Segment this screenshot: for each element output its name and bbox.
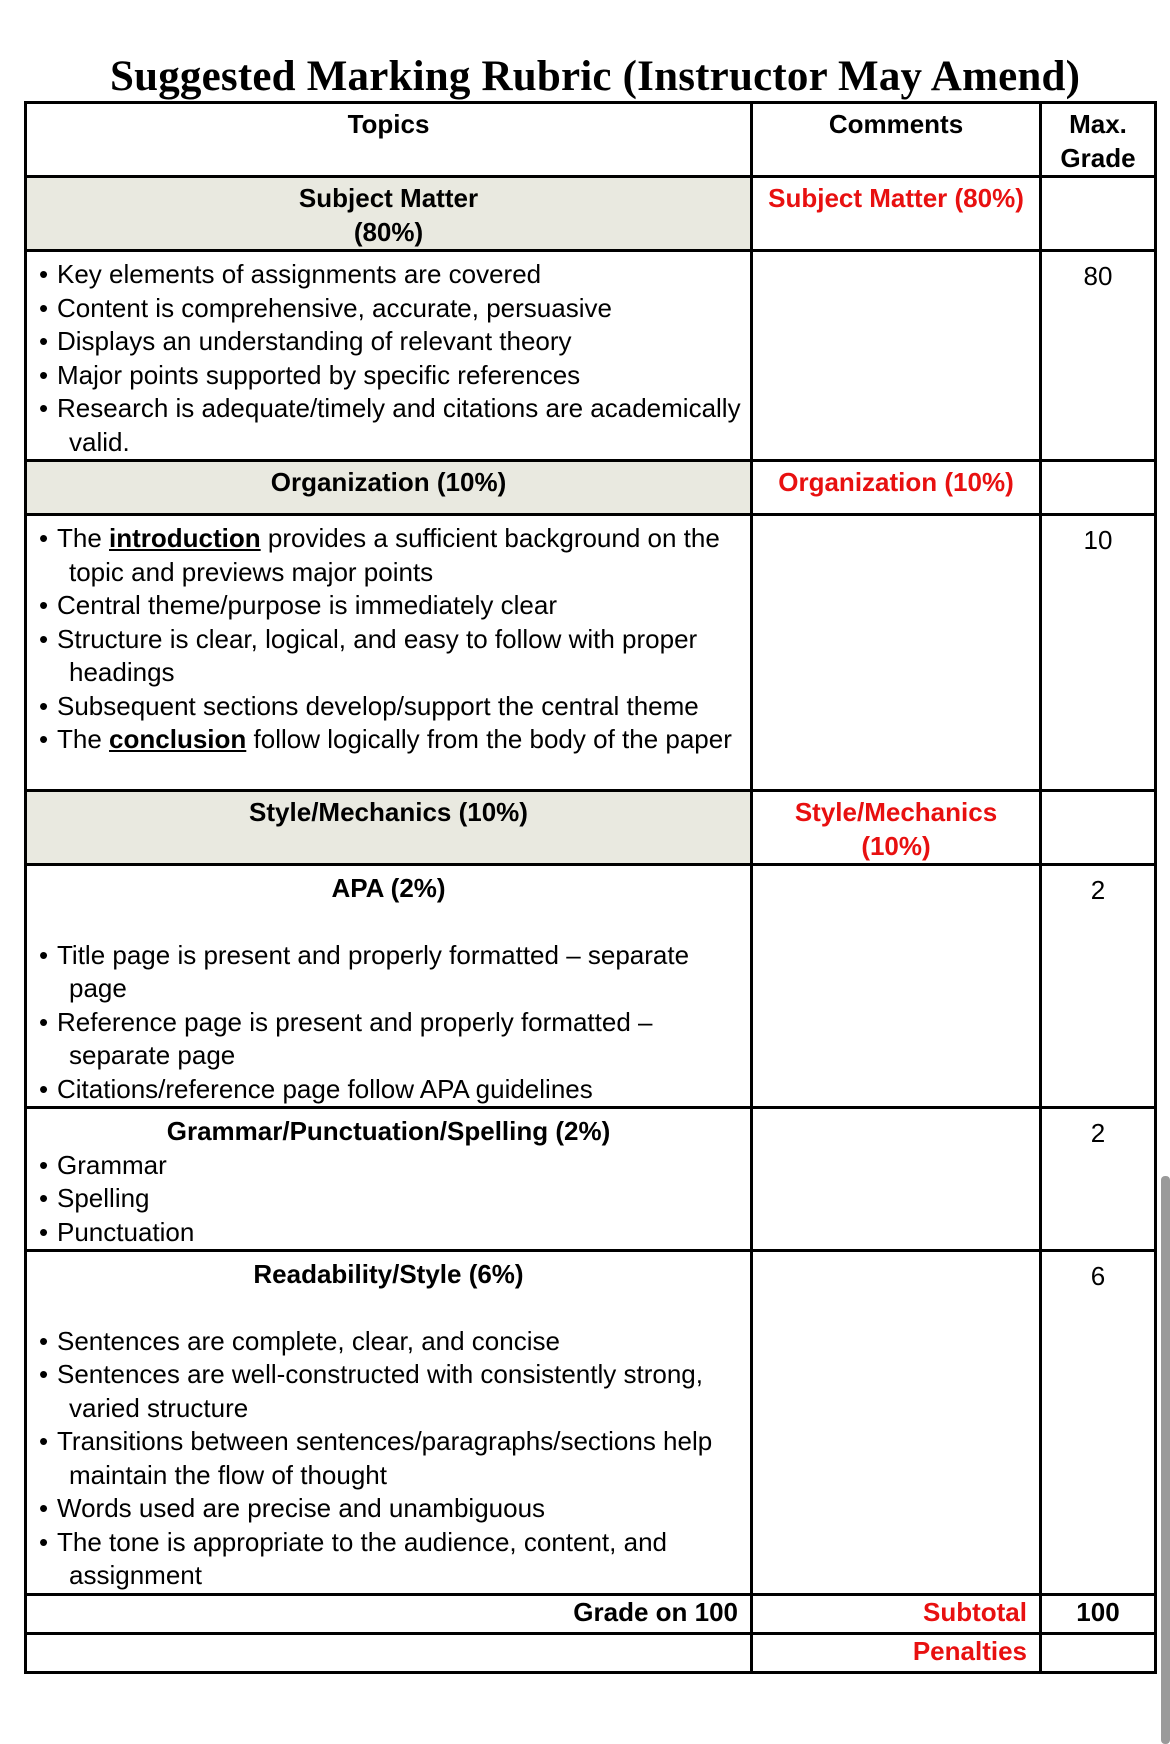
list-item: • Reference page is present and properly formatted – separate page — [39, 1006, 746, 1073]
page-title: Suggested Marking Rubric (Instructor May Amend) — [110, 53, 1081, 100]
list-item: • Words used are precise and unambiguous — [39, 1492, 746, 1526]
grammar-max-grade: 2 — [1041, 1108, 1156, 1251]
list-item: • Grammar — [39, 1149, 746, 1183]
organization-comment: Organization (10%) — [752, 461, 1041, 515]
subject-matter-heading-row — [26, 177, 1156, 251]
subject-matter-max-grade: 80 — [1041, 251, 1156, 461]
grammar-row — [26, 1108, 1156, 1251]
organization-criteria — [26, 515, 752, 791]
subtotal-value: 100 — [1041, 1595, 1156, 1634]
subject-matter-grade-empty — [1041, 177, 1156, 251]
list-item: • Content is comprehensive, accurate, persuasive — [39, 292, 746, 326]
list-item: • Sentences are well-constructed with consistently strong, varied structure — [39, 1358, 746, 1425]
organization-comment-cell[interactable] — [752, 515, 1041, 791]
max-label: Max. — [1069, 109, 1127, 139]
subject-matter-percent: (80%) — [353, 216, 424, 247]
style-mechanics-comment: Style/Mechanics (10%) — [752, 791, 1041, 865]
list-item: • Spelling — [39, 1182, 746, 1216]
grade-on-100-label: Grade on 100 — [26, 1595, 752, 1634]
penalties-value-cell[interactable] — [1041, 1634, 1156, 1673]
introduction-emphasis: introduction — [109, 523, 261, 553]
comments-header: Comments — [752, 103, 1041, 177]
readability-criteria — [26, 1251, 752, 1595]
list-item: • Transitions between sentences/paragraphs/sections help maintain the flow of thought — [39, 1425, 746, 1492]
readability-heading: Readability/Style (6%) — [253, 1259, 524, 1289]
apa-max-grade: 2 — [1041, 865, 1156, 1108]
list-item: • Displays an understanding of relevant theory — [39, 325, 746, 359]
grammar-comment-cell[interactable] — [752, 1108, 1041, 1251]
grammar-heading: Grammar/Punctuation/Spelling (2%) — [166, 1116, 611, 1146]
list-item: • Title page is present and properly formatted – separate page — [39, 939, 746, 1006]
style-mechanics-heading: Style/Mechanics (10%) — [26, 791, 752, 865]
penalties-topic-empty — [26, 1634, 752, 1673]
grammar-criteria — [26, 1108, 752, 1251]
list-item: • Key elements of assignments are covered — [39, 258, 746, 292]
list-item: • Central theme/purpose is immediately clear — [39, 589, 746, 623]
subject-matter-content-row — [26, 251, 1156, 461]
subject-matter-heading — [26, 177, 752, 251]
penalties-label: Penalties — [752, 1634, 1041, 1673]
organization-max-grade: 10 — [1041, 515, 1156, 791]
organization-heading-row — [26, 461, 1156, 515]
apa-comment-cell[interactable] — [752, 865, 1041, 1108]
penalties-row — [26, 1634, 1156, 1673]
readability-max-grade: 6 — [1041, 1251, 1156, 1595]
readability-row — [26, 1251, 1156, 1595]
header-row — [26, 103, 1156, 177]
organization-content-row — [26, 515, 1156, 791]
list-item: • Citations/reference page follow APA guidelines — [39, 1073, 746, 1107]
apa-row — [26, 865, 1156, 1108]
max-grade-header — [1041, 103, 1156, 177]
list-item: • Research is adequate/timely and citations are academically valid. — [39, 392, 746, 459]
subtotal-label: Subtotal — [752, 1595, 1041, 1634]
list-item: • Sentences are complete, clear, and concise — [39, 1325, 746, 1359]
marking-rubric-table — [24, 101, 1157, 1674]
list-item: • Punctuation — [39, 1216, 746, 1250]
grade-total-row — [26, 1595, 1156, 1634]
readability-comment-cell[interactable] — [752, 1251, 1041, 1595]
grade-label: Grade — [1060, 142, 1136, 173]
topics-header: Topics — [26, 103, 752, 177]
style-mechanics-heading-row — [26, 791, 1156, 865]
vertical-scrollbar[interactable] — [1161, 1176, 1170, 1744]
list-item: • The tone is appropriate to the audience, content, and assignment — [39, 1526, 746, 1593]
style-mechanics-grade-empty — [1041, 791, 1156, 865]
subject-matter-criteria — [26, 251, 752, 461]
apa-criteria — [26, 865, 752, 1108]
apa-heading: APA (2%) — [331, 873, 446, 903]
list-item: • Subsequent sections develop/support the central theme — [39, 690, 746, 724]
subject-matter-comment: Subject Matter (80%) — [752, 177, 1041, 251]
list-item: • The introduction provides a sufficient background on the topic and previews major points — [39, 522, 746, 589]
list-item: • Structure is clear, logical, and easy to follow with proper headings — [39, 623, 746, 690]
subject-matter-comment-cell[interactable] — [752, 251, 1041, 461]
list-item: • Major points supported by specific references — [39, 359, 746, 393]
organization-heading: Organization (10%) — [26, 461, 752, 515]
subject-matter-title: Subject Matter — [298, 183, 479, 213]
conclusion-emphasis: conclusion — [109, 724, 247, 754]
list-item: • The conclusion follow logically from the body of the paper — [39, 723, 746, 757]
organization-grade-empty — [1041, 461, 1156, 515]
